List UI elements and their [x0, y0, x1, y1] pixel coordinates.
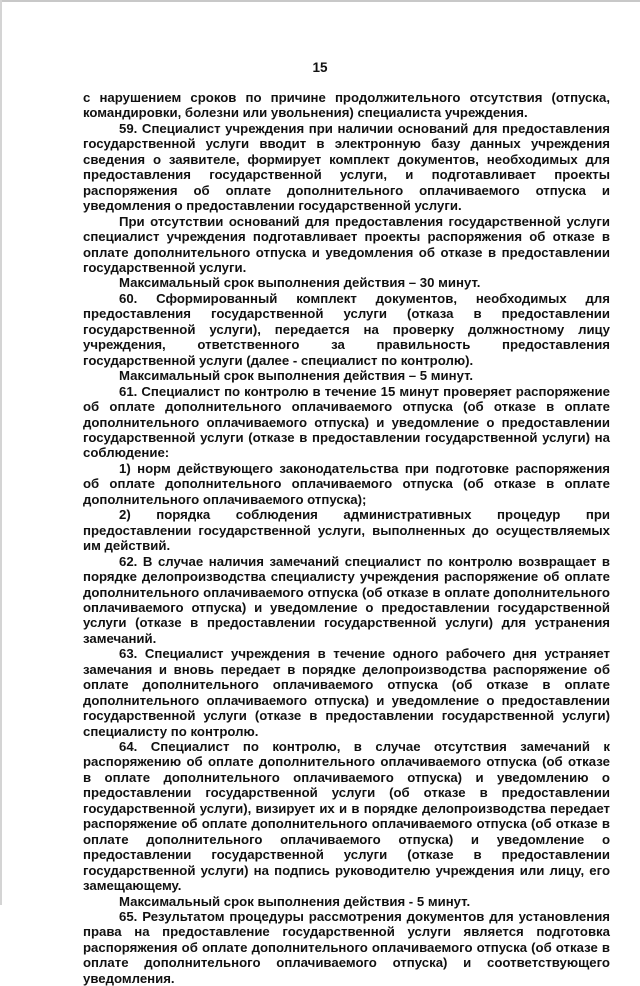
document-body — [83, 90, 610, 986]
paragraph-62: 62. В случае наличия замечаний специалист по контролю возвращает в порядке делопроизводства специалисту учреждения распоряжение об оплате дополнительного оплачиваемого отпуска (об отказе в оплате дополнительного оплачиваемого отпуска) и уведомление о предоставлении государственной услуги (отказе в предоставлении государственной услуги) для устранения замечаний. — [83, 553, 610, 646]
paragraph-61: 61. Специалист по контролю в течение 15 минут проверяет распоряжение об оплате дополнительного оплачиваемого отпуска (об отказе в оплате дополнительного оплачиваемого отпуска) и уведомление о предоставлении государственной услуги (отказе в предоставлении государственной услуги) на соблюдение: — [83, 383, 610, 461]
paragraph-59-deadline: Максимальный срок выполнения действия – 30 минут. — [119, 275, 481, 291]
paragraph-64: 64. Специалист по контролю, в случае отсутствия замечаний к распоряжению об оплате дополнительного оплачиваемого отпуска (об отказе в оплате дополнительного оплачиваемого отпуска) и уведомлению о предоставлении государственной услуги (об отказе в предоставлении государственной услуги), визирует их и в порядке делопроизводства передает распоряжение об оплате дополнительного оплачиваемого отпуска (об отказе в оплате дополнительного оплачиваемого отпуска) и уведомление о предоставлении государственной услуги (отказе в предоставлении государственной услуги) на подпись руководителю учреждения или лицу, его замещающему. — [83, 739, 610, 894]
paragraph-60-deadline: Максимальный срок выполнения действия – 5 минут. — [119, 368, 474, 384]
scan-edge-left — [0, 0, 2, 905]
paragraph-61-item-1: 1) норм действующего законодательства при подготовке распоряжения об оплате дополнительного оплачиваемого отпуска (об отказе в оплате дополнительного оплачиваемого отпуска); — [83, 460, 610, 507]
paragraph-continuation: с нарушением сроков по причине продолжительного отсутствия (отпуска, командировки, болезни или увольнения) специалиста учреждения. — [83, 90, 610, 121]
scan-edge-top — [0, 0, 640, 2]
paragraph-65: 65. Результатом процедуры рассмотрения документов для установления права на предоставление государственной услуги является подготовка распоряжения об оплате дополнительного оплачиваемого отпуска (об отказе в оплате дополнительного оплачиваемого отпуска) и соответствующего уведомления. — [83, 909, 610, 986]
paragraph-64-deadline: Максимальный срок выполнения действия - 5 минут. — [119, 893, 471, 909]
paragraph-59-absence: При отсутствии оснований для предоставления государственной услуги специалист учреждения подготавливает проекты распоряжения об отказе в оплате дополнительного отпуска и уведомления об отказе в предоставлении государственной услуги. — [83, 213, 610, 275]
page-number: 15 — [312, 60, 328, 75]
paragraph-61-item-2: 2) порядка соблюдения административных процедур при предоставлении государственной услуги, выполненных до осуществляемых им действий. — [83, 507, 610, 554]
paragraph-60: 60. Сформированный комплект документов, необходимых для предоставления государственной услуги (отказа в предоставлении государственной услуги), передается на проверку должностному лицу учреждения, ответственного за правильность предоставления государственной услуги (далее - специалист по контролю). — [83, 290, 610, 368]
paragraph-63: 63. Специалист учреждения в течение одного рабочего дня устраняет замечания и вновь передает в порядке делопроизводства распоряжение об оплате дополнительного оплачиваемого отпуска (об отказе в оплате дополнительного оплачиваемого отпуска) и уведомление о предоставлении государственной услуги (отказе в предоставлении государственной услуги) специалисту по контролю. — [83, 646, 610, 739]
paragraph-59: 59. Специалист учреждения при наличии оснований для предоставления государственной услуги вводит в электронную базу данных учреждения сведения о заявителе, формирует комплект документов, необходимых для предоставления государственной услуги, и подготавливает проекты распоряжения об оплате дополнительного оплачиваемого отпуска и уведомления о предоставлении государственной услуги. — [83, 120, 610, 214]
